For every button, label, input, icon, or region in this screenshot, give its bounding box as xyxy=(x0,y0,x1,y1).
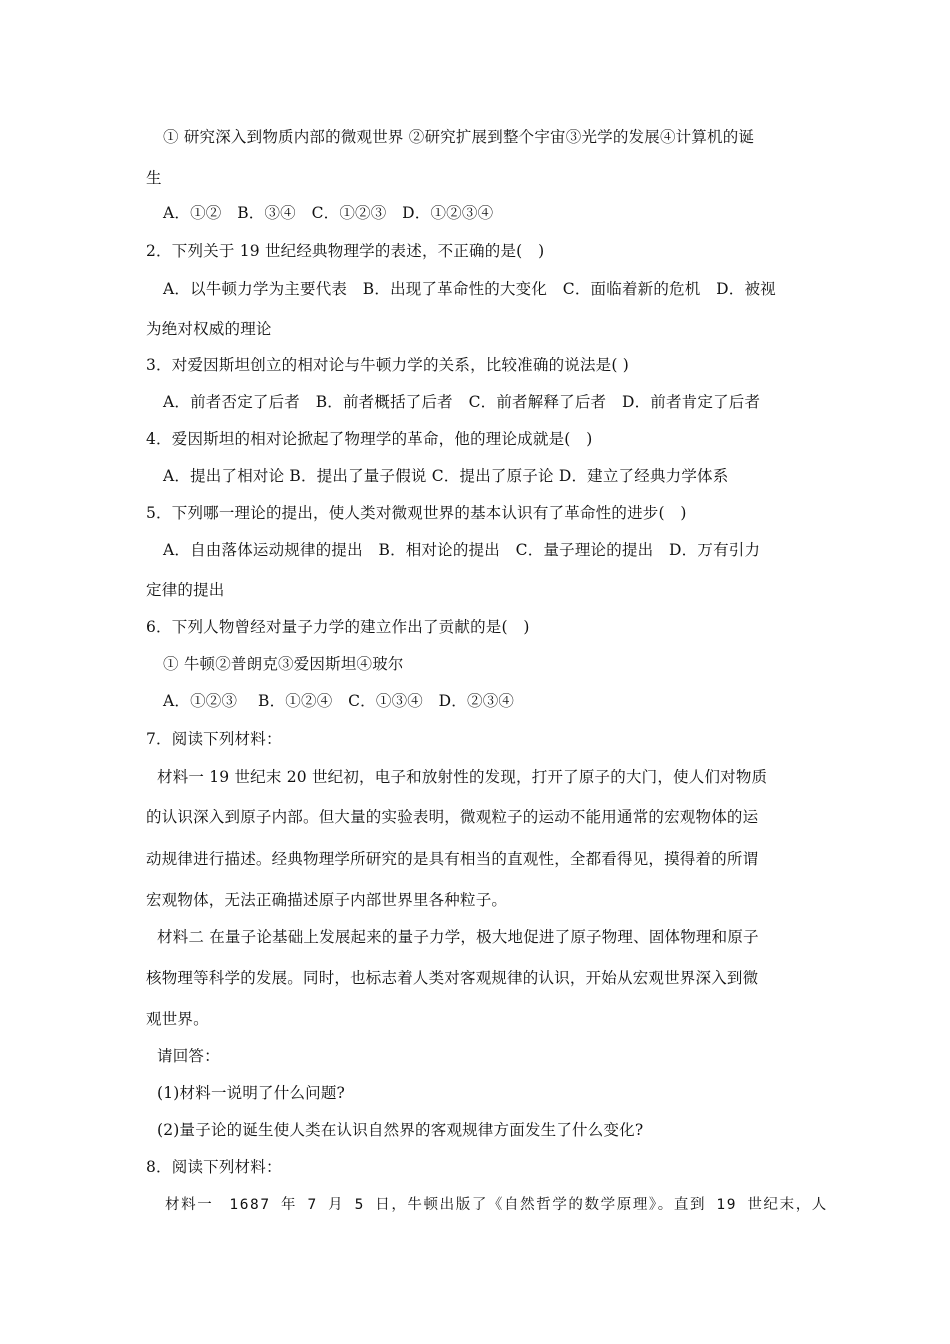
question-8: 8．阅读下列材料： xyxy=(146,1158,282,1176)
question-7: 7．阅读下列材料： xyxy=(146,730,282,748)
material-text: 材料一 19 世纪末 20 世纪初，电子和放射性的发现，打开了原子的大门，使人们对物质 xyxy=(157,768,768,786)
text-line: 请回答： xyxy=(157,1047,220,1065)
text-line: 生 xyxy=(146,169,162,187)
material-text: 观世界。 xyxy=(146,1010,209,1028)
text-line: ① 研究深入到物质内部的微观世界 ②研究扩展到整个宇宙③光学的发展④计算机的诞 xyxy=(163,128,755,146)
option-line: A．前者否定了后者 B．前者概括了后者 C．前者解释了后者 D．前者肯定了后者 xyxy=(163,393,761,411)
sub-question: (1)材料一说明了什么问题? xyxy=(157,1084,346,1102)
option-line: A．①② B．③④ C．①②③ D．①②③④ xyxy=(163,204,494,222)
option-line: A．以牛顿力学为主要代表 B．出现了革命性的大变化 C．面临着新的危机 D．被视 xyxy=(163,280,776,298)
material-text: 的认识深入到原子内部。但大量的实验表明，微观粒子的运动不能用通常的宏观物体的运 xyxy=(146,808,759,826)
question-5: 5．下列哪一理论的提出，使人类对微观世界的基本认识有了革命性的进步( ) xyxy=(146,504,687,522)
text-line: ① 牛顿②普朗克③爱因斯坦④玻尔 xyxy=(163,655,404,673)
question-3: 3．对爱因斯坦创立的相对论与牛顿力学的关系，比较准确的说法是( ) xyxy=(146,356,629,374)
material-text: 核物理等科学的发展。同时，也标志着人类对客观规律的认识，开始从宏观世界深入到微 xyxy=(146,969,759,987)
material-text: 材料一 1687 年 7 月 5 日，牛顿出版了《自然哲学的数学原理》。直到 19 世纪末，人 xyxy=(165,1197,828,1213)
option-line: A．①②③ B．①②④ C．①③④ D．②③④ xyxy=(163,692,515,710)
material-text: 动规律进行描述。经典物理学所研究的是具有相当的直观性，全都看得见，摸得着的所谓 xyxy=(146,850,759,868)
material-text: 宏观物体，无法正确描述原子内部世界里各种粒子。 xyxy=(146,891,508,909)
text-line: 定律的提出 xyxy=(146,581,225,599)
option-line: A．提出了相对论 B．提出了量子假说 C．提出了原子论 D．建立了经典力学体系 xyxy=(163,467,729,485)
question-4: 4．爱因斯坦的相对论掀起了物理学的革命，他的理论成就是( ) xyxy=(146,430,593,448)
question-2: 2．下列关于 19 世纪经典物理学的表述，不正确的是( ) xyxy=(146,242,545,260)
sub-question: (2)量子论的诞生使人类在认识自然界的客观规律方面发生了什么变化? xyxy=(157,1121,644,1139)
option-line: A．自由落体运动规律的提出 B．相对论的提出 C．量子理论的提出 D．万有引力 xyxy=(163,541,761,559)
material-text: 材料二 在量子论基础上发展起来的量子力学，极大地促进了原子物理、固体物理和原子 xyxy=(157,928,759,946)
text-line: 为绝对权威的理论 xyxy=(146,320,272,338)
question-6: 6．下列人物曾经对量子力学的建立作出了贡献的是( ) xyxy=(146,618,530,636)
